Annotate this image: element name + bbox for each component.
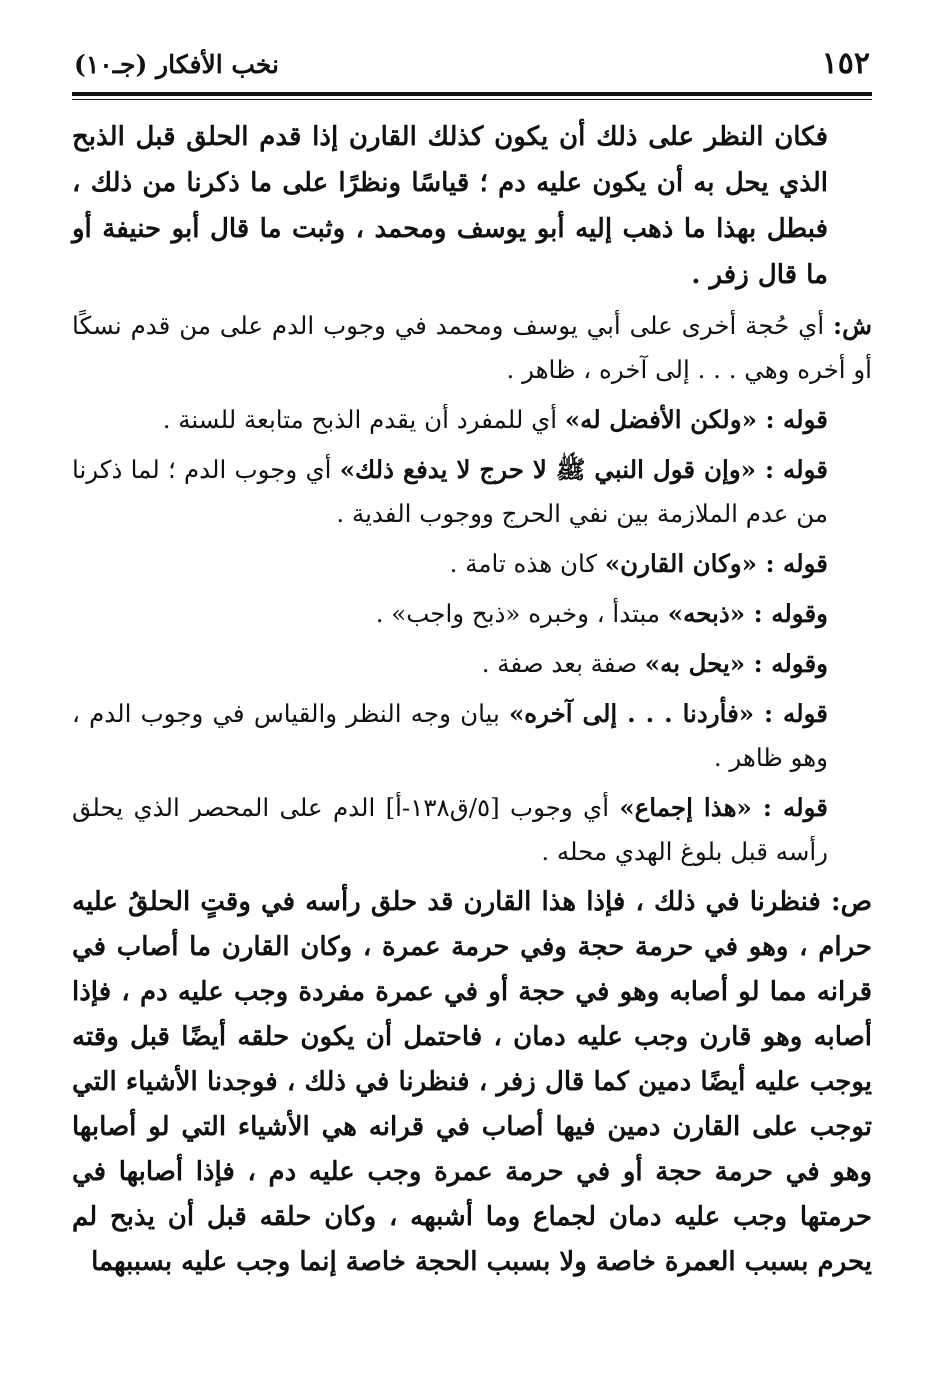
paragraph-lead: ص:: [830, 887, 872, 917]
paragraph-text: مبتدأ ، وخبره «ذبح واجب» .: [375, 599, 668, 628]
paragraph-text: أي حُجة أخرى على أبي يوسف ومحمد في وجوب الدم على من قدم نسكًا أو أخره وهي . . . إلى آخره ، ظاهر .: [72, 311, 872, 384]
quoted-term: «ولكن الأفضل له»: [564, 405, 766, 434]
quoted-term: «وكان القارن»: [604, 549, 766, 578]
sharh-paragraph: [72, 304, 872, 392]
paragraph-text: فنظرنا في ذلك ، فإذا هذا القارن قد حلق رأسه في وقتٍ الحلقُ عليه حرام ، وهو في حرمة حجة وفي حرمة عمرة ، وكان القارن ما أصاب في قرانه مما لو أصابه وهو في حجة أو في عمرة مفردة وجب عليه دم ، فإذا أصابه وهو قارن وجب عليه دمان ، فاحتمل أن يكون حلقه أيضًا قبل وقته يوجب عليه أيضًا دمين كما قال زفر ، فنظرنا في ذلك ، فوجدنا الأشياء التي توجب على القارن دمين فيها أصاب في قرانه هي الأشياء التي لو أصابها وهو في حرمة حجة أو في حرمة عمرة وجب عليه دم ، فإذا أصابها في حرمتها وجب عليه دمان لجماع وما أشبهه ، وكان حلقه قبل أن يذبح لم يحرم بسبب العمرة خاصة ولا بسبب الحجة خاصة إنما وجب عليه بسببهما: [72, 887, 872, 1277]
paragraph-text: فكان النظر على ذلك أن يكون كذلك القارن إذا قدم الحلق قبل الذبح الذي يحل به أن يكون عليه دم ؛ قياسًا ونظرًا على ما ذكرنا من ذلك ، فبطل بهذا ما ذهب إليه أبو يوسف ومحمد ، وثبت ما قال أبو حنيفة أو ما قال زفر .: [72, 122, 828, 290]
commentary-paragraph: [72, 786, 872, 874]
paragraph-text: كان هذه تامة .: [449, 549, 605, 578]
paragraph-lead: قوله :: [762, 793, 828, 822]
paragraph-lead: وقوله :: [753, 599, 828, 628]
page-number: ١٥٢: [821, 46, 870, 81]
header-rule-thin: [72, 99, 872, 100]
commentary-paragraph: [72, 592, 872, 636]
quoted-term: «ذبحه»: [667, 599, 754, 628]
running-header: [72, 40, 872, 90]
matn-paragraph: [72, 880, 872, 1285]
paragraph-lead: ش:: [833, 311, 872, 340]
paragraph-lead: قوله :: [764, 699, 829, 728]
commentary-paragraph: [72, 398, 872, 442]
quoted-term: «يحل به»: [644, 649, 754, 678]
commentary-paragraph: [72, 542, 872, 586]
quoted-term: «وإن قول النبي ﷺ لا حرج لا يدفع ذلك»: [339, 455, 765, 484]
paragraph-text: أي وجوب الدم ؛ لما ذكرنا من عدم الملازمة بين نفي الحرج ووجوب الفدية .: [72, 455, 828, 528]
book-title: نخب الأفكار (جـ١٠): [74, 50, 280, 79]
paragraph-lead: قوله :: [765, 549, 828, 578]
book-page: [72, 40, 872, 1360]
commentary-paragraph: [72, 692, 872, 780]
paragraph-text: أي للمفرد أن يقدم الذبح متابعة للسنة .: [162, 405, 565, 434]
header-rule-thick: [72, 92, 872, 96]
paragraph-lead: وقوله :: [753, 649, 828, 678]
paragraph-lead: قوله :: [764, 455, 828, 484]
paragraph-text: صفة بعد صفة .: [481, 649, 645, 678]
commentary-paragraph: [72, 642, 872, 686]
paragraph-lead: قوله :: [765, 405, 828, 434]
page-body: [72, 114, 872, 1285]
paragraph-text: بيان وجه النظر والقياس في وجوب الدم ، وهو ظاهر .: [72, 699, 828, 772]
commentary-paragraph: [72, 448, 872, 536]
quoted-term: «فأردنا . . . إلى آخره»: [508, 699, 765, 728]
matn-paragraph: [72, 114, 872, 298]
quoted-term: «هذا إجماع»: [619, 793, 763, 822]
paragraph-text: أي وجوب [٥/ق١٣٨-أ] الدم على المحصر الذي يحلق رأسه قبل بلوغ الهدي محله .: [72, 793, 828, 866]
